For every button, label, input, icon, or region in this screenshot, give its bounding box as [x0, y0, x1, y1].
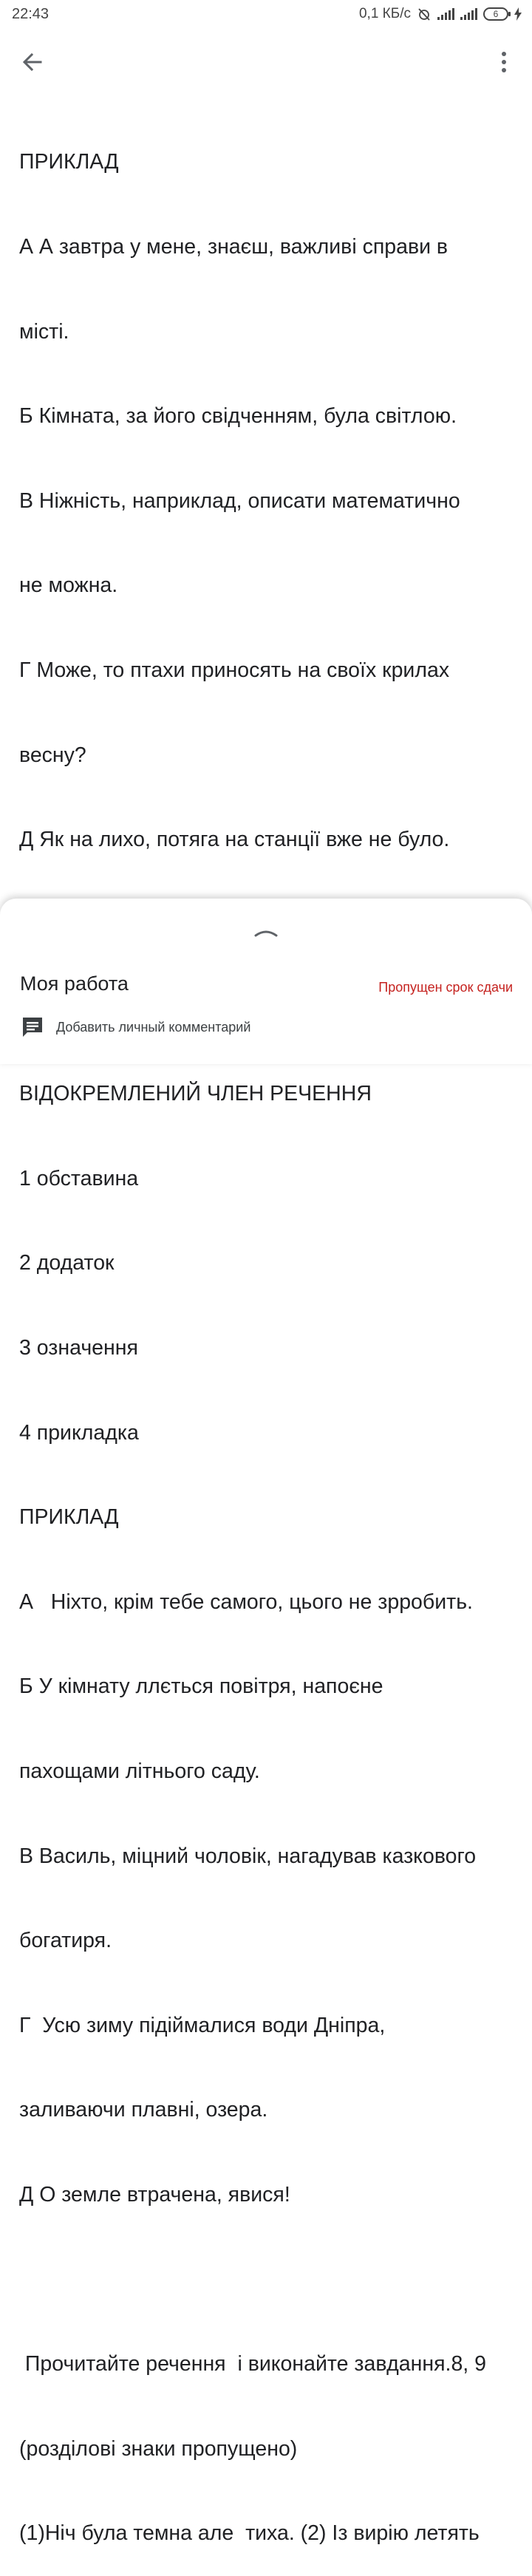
battery-level: 6 [493, 9, 499, 19]
text-line: (розділові знаки пропущено) [19, 2436, 298, 2461]
text-line: 3 означення [19, 1335, 138, 1360]
charging-bolt-icon [514, 7, 522, 21]
alarm-off-icon [417, 7, 432, 21]
text-line: А А завтра у мене, знаєш, важливі справи в [19, 235, 449, 259]
text-line: Б Кімната, за його свідченням, була світлою. [19, 404, 457, 429]
status-indicators [359, 6, 522, 22]
text-line: не можна. [19, 573, 118, 598]
text-line: (1)Ніч була темна але тиха. (2) Із вирію летять [19, 2521, 480, 2546]
blank-line [19, 2266, 522, 2294]
chevron-up-icon[interactable] [251, 925, 281, 940]
app-bar [0, 37, 532, 84]
text-line: В Василь, міцний чоловік, нагадував казкового [19, 1844, 477, 1868]
more-vert-icon [502, 52, 506, 56]
network-speed: 0,1 КБ/с [358, 6, 411, 21]
text-line: Д Як на лихо, потяга на станції вже не було. [19, 828, 450, 852]
missed-deadline-status: Пропущен срок сдачи [378, 980, 513, 995]
text-line: Б У кімнату ллється повітря, напоєне [19, 1674, 383, 1699]
my-work-title: Моя работа [20, 972, 129, 995]
comment-icon [21, 1015, 44, 1039]
signal-strength-icon [437, 8, 454, 20]
text-line: пахощами літнього саду. [19, 1759, 260, 1783]
text-line: В Ніжність, наприклад, описати математично [19, 488, 460, 513]
text-line: ПРИКЛАД [19, 150, 119, 174]
text-line: весну? [19, 743, 86, 767]
text-line: 2 додаток [19, 1251, 115, 1275]
assignment-text [19, 92, 522, 2576]
arrow-back-icon [18, 47, 47, 77]
signal-strength-2-icon [460, 8, 477, 20]
text-line: 4 прикладка [19, 1420, 139, 1445]
text-line: Прочитайте речення і виконайте завдання.8, 9 [19, 2352, 486, 2376]
back-button[interactable] [18, 47, 47, 77]
text-line: ВІДОКРЕМЛЕНИЙ ЧЛЕН РЕЧЕННЯ [19, 1082, 372, 1106]
more-options-button[interactable] [489, 47, 519, 77]
my-work-bottom-sheet[interactable] [0, 899, 532, 1064]
add-comment-label: Добавить личный комментарий [56, 1019, 251, 1035]
text-line: Г Усю зиму підіймалися води Дніпра, [19, 2013, 386, 2037]
text-line: заливаючи плавні, озера. [19, 2098, 268, 2122]
status-bar [0, 0, 532, 28]
text-line: ПРИКЛАД [19, 1505, 119, 1530]
text-line: богатиря. [19, 1929, 112, 1953]
text-line: Г Може, то птахи приносять на своїх крилах [19, 658, 450, 683]
text-line: місті. [19, 319, 69, 344]
battery-icon [483, 7, 508, 21]
text-line: 1 обставина [19, 1166, 139, 1190]
text-line: Д О земле втрачена, явися! [19, 2183, 290, 2207]
text-line: А Ніхто, крім тебе самого, цього не зрробить. [19, 1589, 473, 1614]
add-private-comment-button[interactable] [21, 1014, 250, 1040]
status-time: 22:43 [12, 6, 50, 22]
